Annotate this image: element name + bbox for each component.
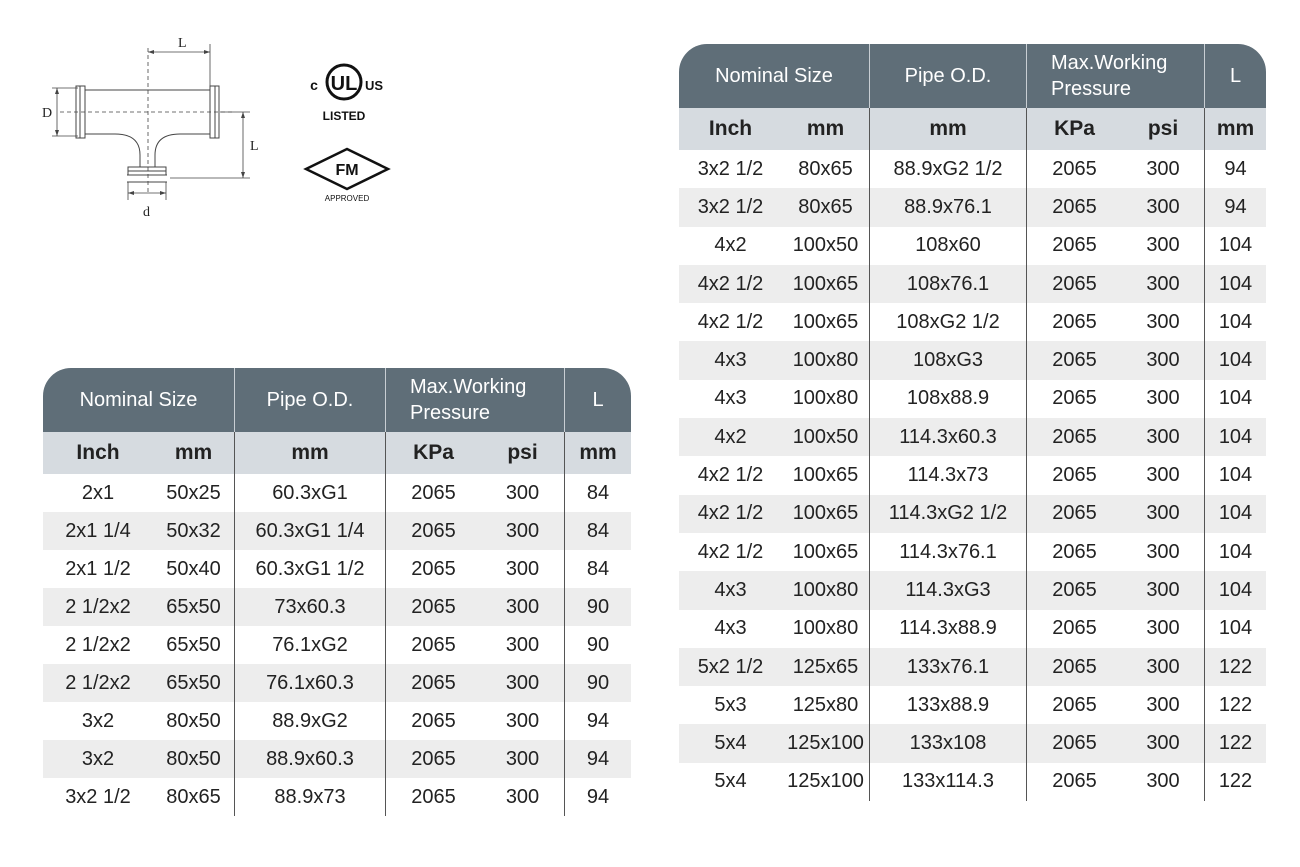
cell-kpa: 2065 [1027, 648, 1122, 686]
cell-pipe-od: 108x88.9 [870, 380, 1027, 418]
cell-pipe-od: 60.3xG1 1/4 [235, 512, 386, 550]
cell-kpa: 2065 [1027, 724, 1122, 762]
cell-kpa: 2065 [1052, 770, 1097, 793]
header-pipe-od: Pipe O.D. [870, 44, 1027, 108]
cell-pipe-od: 133x108 [870, 724, 1027, 762]
cell-inch: 4x3 [679, 571, 782, 609]
table-row [679, 763, 1266, 801]
header-l: L [565, 368, 631, 432]
fm-logo-fm: FM [335, 162, 359, 179]
header-pipe-od: Pipe O.D. [235, 368, 386, 432]
subheader-l-mm: mm [565, 432, 631, 474]
spec-table-left-body [43, 474, 631, 816]
table-row [679, 571, 1266, 609]
cell-kpa: 2065 [1027, 495, 1122, 533]
subheader-mm: mm [782, 108, 870, 150]
cell-pipe-od: 114.3x60.3 [870, 418, 1027, 456]
cell-mm: 100x80 [782, 341, 870, 379]
cell-psi: 300 [481, 588, 565, 626]
cell-kpa: 2065 [411, 481, 456, 504]
cell-l: 104 [1205, 418, 1266, 456]
cell-l: 84 [586, 557, 610, 580]
cell-mm: 80x50 [153, 740, 235, 778]
cell-kpa: 2065 [411, 557, 456, 580]
dim-label-d: d [143, 205, 150, 220]
cell-inch: 4x2 1/2 [679, 265, 782, 303]
cell-pipe-od: 114.3x88.9 [870, 610, 1027, 648]
header-max-working-pressure [1027, 44, 1205, 108]
cell-pipe-od: 133x88.9 [870, 686, 1027, 724]
cell-l: 90 [565, 588, 631, 626]
cell-pipe-od: 88.9x76.1 [870, 188, 1027, 226]
cell-inch: 5x4 [679, 724, 782, 762]
cell-pipe-od: 114.3x76.1 [870, 533, 1027, 571]
cell-psi: 300 [1122, 648, 1205, 686]
cell-kpa: 2065 [1027, 188, 1122, 226]
dim-label-L-side: L [250, 139, 259, 154]
cell-kpa: 2065 [1052, 157, 1097, 180]
table-row [679, 648, 1266, 686]
cell-psi: 300 [481, 474, 565, 512]
cell-inch: 4x2 [679, 418, 782, 456]
cell-psi: 300 [1122, 418, 1205, 456]
cell-mm: 100x65 [782, 533, 870, 571]
cell-mm: 80x65 [782, 188, 870, 226]
cell-psi: 300 [1122, 724, 1205, 762]
table-row [679, 265, 1266, 303]
cell-pipe-od: 76.1x60.3 [235, 664, 386, 702]
header-mwp-line2: Pressure [410, 402, 491, 424]
cell-psi: 300 [1122, 763, 1205, 801]
fm-logo-approved: APPROVED [324, 194, 370, 203]
tee-dimension-diagram [30, 30, 280, 230]
subheader-psi: psi [481, 432, 565, 474]
cell-inch: 3x2 [81, 709, 115, 732]
cell-psi: 300 [1122, 495, 1205, 533]
cell-kpa: 2065 [1052, 617, 1097, 640]
cell-l: 122 [1218, 693, 1253, 716]
cell-kpa: 2065 [1052, 387, 1097, 410]
table-row [679, 418, 1266, 456]
ul-listed-logo [300, 60, 390, 130]
cell-l: 94 [1205, 188, 1266, 226]
cell-l: 84 [565, 512, 631, 550]
cell-l: 104 [1218, 234, 1253, 257]
table-row [43, 702, 631, 740]
cell-l: 104 [1205, 495, 1266, 533]
cell-psi: 300 [481, 626, 565, 664]
cell-inch: 2 1/2x2 [65, 633, 131, 656]
cell-mm: 125x100 [782, 724, 870, 762]
cell-mm: 100x65 [782, 303, 870, 341]
cell-mm: 100x80 [782, 380, 870, 418]
cell-l: 90 [565, 664, 631, 702]
cell-mm: 100x80 [782, 610, 870, 648]
cell-kpa: 2065 [386, 588, 481, 626]
cell-pipe-od: 108x60 [870, 227, 1027, 265]
cell-inch: 4x3 [679, 341, 782, 379]
cell-kpa: 2065 [1027, 571, 1122, 609]
header-nominal-size: Nominal Size [43, 368, 235, 432]
cell-mm: 50x25 [153, 474, 235, 512]
cell-psi: 300 [481, 512, 565, 550]
cell-mm: 100x65 [782, 265, 870, 303]
dim-label-L-top: L [178, 36, 187, 51]
table-row [43, 512, 631, 550]
cell-inch: 2 1/2x2 [43, 664, 153, 702]
cell-mm: 80x65 [782, 150, 870, 188]
cell-pipe-od: 108x76.1 [870, 265, 1027, 303]
cell-psi: 300 [1122, 303, 1205, 341]
header-max-working-pressure [386, 368, 565, 432]
cell-inch: 2x1 1/2 [65, 557, 131, 580]
cell-kpa: 2065 [386, 512, 481, 550]
cell-l: 104 [1205, 341, 1266, 379]
cell-mm: 80x65 [153, 778, 235, 816]
subheader-kpa: KPa [386, 432, 481, 474]
table-row [43, 626, 631, 664]
header-nominal-size: Nominal Size [679, 44, 870, 108]
table-row [43, 664, 631, 702]
cell-l: 122 [1205, 724, 1266, 762]
cell-mm: 50x32 [153, 512, 235, 550]
cell-pipe-od: 76.1xG2 [235, 626, 386, 664]
cell-pipe-od: 88.9xG2 1/2 [870, 150, 1027, 188]
table-row [43, 550, 631, 588]
cell-l: 84 [586, 481, 610, 504]
cell-l: 104 [1218, 310, 1253, 333]
table-row [43, 474, 631, 512]
cell-inch: 2 1/2x2 [43, 588, 153, 626]
cell-inch: 4x3 [714, 387, 747, 410]
cell-inch: 4x2 1/2 [679, 495, 782, 533]
cell-inch: 3x2 [43, 740, 153, 778]
table-row [679, 303, 1266, 341]
header-mwp-line2: Pressure [1051, 78, 1132, 100]
cell-kpa: 2065 [411, 785, 456, 808]
cell-psi: 300 [1122, 341, 1205, 379]
ul-logo-c: c [310, 77, 318, 93]
table-row [679, 533, 1266, 571]
cell-psi: 300 [1122, 571, 1205, 609]
cell-l: 122 [1205, 648, 1266, 686]
cell-l: 104 [1218, 387, 1253, 410]
cell-l: 104 [1218, 540, 1253, 563]
cell-l: 94 [565, 740, 631, 778]
cell-psi: 300 [1122, 150, 1205, 188]
cell-inch: 4x2 1/2 [697, 310, 764, 333]
cell-inch: 5x4 [714, 770, 747, 793]
cell-inch: 3x2 1/2 [679, 188, 782, 226]
cell-psi: 300 [481, 740, 565, 778]
header-l: L [1205, 44, 1266, 108]
cell-mm: 80x50 [153, 702, 235, 740]
cell-pipe-od: 88.9x73 [235, 778, 386, 816]
cell-kpa: 2065 [386, 664, 481, 702]
cell-mm: 100x80 [782, 571, 870, 609]
cell-psi: 300 [1122, 456, 1205, 494]
table-row [679, 380, 1266, 418]
cell-kpa: 2065 [411, 633, 456, 656]
cell-pipe-od: 60.3xG1 1/2 [235, 550, 386, 588]
ul-logo-ul: UL [330, 73, 358, 95]
cell-psi: 300 [1122, 610, 1205, 648]
cell-kpa: 2065 [1052, 540, 1097, 563]
spec-table-right [679, 44, 1266, 801]
header-mwp-line1: Max.Working [1051, 52, 1168, 74]
table-row [679, 724, 1266, 762]
cell-pipe-od: 114.3xG2 1/2 [870, 495, 1027, 533]
table-row [43, 778, 631, 816]
cell-pipe-od: 108xG3 [870, 341, 1027, 379]
spec-table-left [43, 368, 631, 816]
cell-kpa: 2065 [411, 709, 456, 732]
subheader-l-mm: mm [1205, 108, 1266, 150]
cell-psi: 300 [481, 664, 565, 702]
ul-logo-us: US [364, 78, 384, 93]
cell-mm: 65x50 [153, 664, 235, 702]
subheader-kpa: KPa [1027, 108, 1122, 150]
table-row [679, 610, 1266, 648]
cell-kpa: 2065 [1052, 464, 1097, 487]
subheader-od-mm: mm [235, 432, 386, 474]
table-row [43, 588, 631, 626]
cell-inch: 4x3 [714, 617, 747, 640]
cell-l: 104 [1218, 464, 1253, 487]
cell-inch: 4x2 1/2 [697, 464, 764, 487]
cell-pipe-od: 133x76.1 [870, 648, 1027, 686]
cell-kpa: 2065 [386, 740, 481, 778]
table-row [679, 686, 1266, 724]
cell-inch: 3x2 1/2 [65, 785, 131, 808]
table-row [679, 456, 1266, 494]
cell-inch: 5x2 1/2 [679, 648, 782, 686]
cell-kpa: 2065 [1027, 341, 1122, 379]
cell-mm: 65x50 [153, 626, 235, 664]
cell-mm: 125x65 [782, 648, 870, 686]
cell-psi: 300 [1122, 188, 1205, 226]
subheader-od-mm: mm [870, 108, 1027, 150]
subheader-inch: Inch [679, 108, 782, 150]
table-row [679, 150, 1266, 188]
cell-inch: 4x2 [714, 234, 747, 257]
cell-psi: 300 [481, 550, 565, 588]
table-row [679, 188, 1266, 226]
cell-inch: 2x1 1/4 [43, 512, 153, 550]
cell-l: 94 [586, 709, 610, 732]
spec-table-right-body [679, 150, 1266, 801]
cell-pipe-od: 114.3x73 [870, 456, 1027, 494]
ul-logo-listed: LISTED [322, 109, 366, 123]
table-row [679, 341, 1266, 379]
cell-psi: 300 [1122, 265, 1205, 303]
cell-inch: 5x3 [714, 693, 747, 716]
header-mwp-line1: Max.Working [410, 376, 527, 398]
cell-l: 104 [1205, 265, 1266, 303]
fm-approved-logo [300, 145, 395, 205]
cell-inch: 3x2 1/2 [697, 157, 764, 180]
cell-l: 94 [1224, 157, 1247, 180]
cell-mm: 100x50 [782, 227, 870, 265]
cell-pipe-od: 108xG2 1/2 [870, 303, 1027, 341]
cell-pipe-od: 133x114.3 [870, 763, 1027, 801]
cell-pipe-od: 60.3xG1 [235, 474, 386, 512]
cell-inch: 2x1 [81, 481, 115, 504]
cell-l: 104 [1218, 617, 1253, 640]
cell-mm: 100x50 [782, 418, 870, 456]
table-row [679, 227, 1266, 265]
cell-psi: 300 [1122, 533, 1205, 571]
cell-l: 90 [586, 633, 610, 656]
cell-psi: 300 [1122, 380, 1205, 418]
cell-mm: 125x80 [782, 686, 870, 724]
table-row [679, 495, 1266, 533]
cell-mm: 125x100 [782, 763, 870, 801]
cell-l: 94 [586, 785, 610, 808]
cell-pipe-od: 88.9x60.3 [235, 740, 386, 778]
cell-kpa: 2065 [1027, 265, 1122, 303]
cell-mm: 50x40 [153, 550, 235, 588]
subheader-mm: mm [153, 432, 235, 474]
cell-psi: 300 [1122, 686, 1205, 724]
subheader-psi: psi [1122, 108, 1205, 150]
cell-pipe-od: 114.3xG3 [870, 571, 1027, 609]
cell-kpa: 2065 [1027, 418, 1122, 456]
cell-kpa: 2065 [1052, 310, 1097, 333]
cell-mm: 100x65 [782, 495, 870, 533]
cell-pipe-od: 73x60.3 [235, 588, 386, 626]
cell-mm: 100x65 [782, 456, 870, 494]
cell-pipe-od: 88.9xG2 [235, 702, 386, 740]
cell-inch: 4x2 1/2 [697, 540, 764, 563]
cell-mm: 65x50 [153, 588, 235, 626]
dim-label-D: D [42, 106, 53, 121]
cell-kpa: 2065 [1052, 234, 1097, 257]
cell-l: 104 [1205, 571, 1266, 609]
subheader-inch: Inch [43, 432, 153, 474]
cell-l: 122 [1218, 770, 1253, 793]
cell-psi: 300 [1122, 227, 1205, 265]
cell-kpa: 2065 [1052, 693, 1097, 716]
cell-psi: 300 [481, 702, 565, 740]
table-row [43, 740, 631, 778]
cell-psi: 300 [481, 778, 565, 816]
